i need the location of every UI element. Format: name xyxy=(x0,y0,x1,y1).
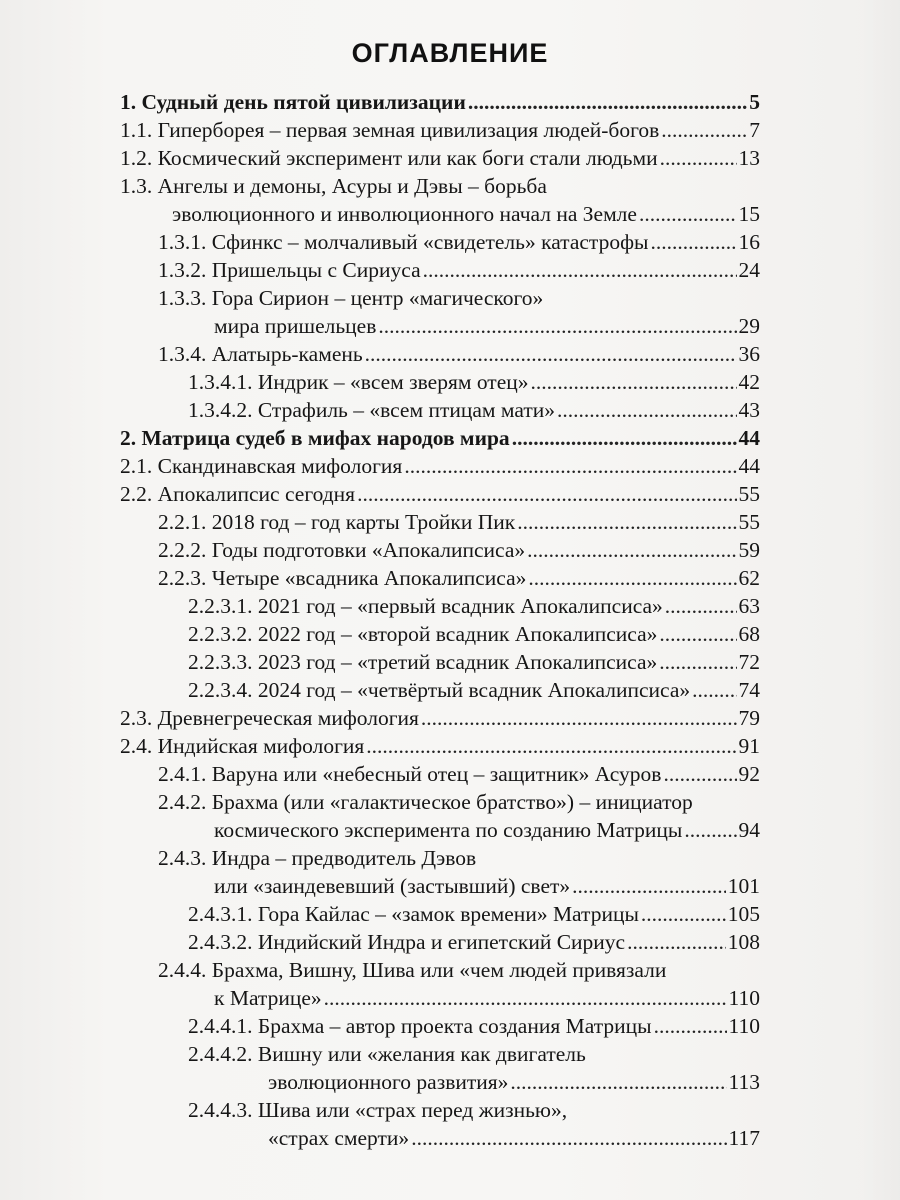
toc-page-number: 79 xyxy=(738,706,760,730)
dot-leader xyxy=(557,396,737,424)
dot-leader xyxy=(324,984,727,1012)
dot-leader xyxy=(411,1124,726,1152)
toc-entry-title: 2.4.3.1. Гора Кайлас – «замок времени» Матрицы xyxy=(188,902,639,926)
toc-entry-title: 2.1. Скандинавская мифология xyxy=(120,454,403,478)
dot-leader xyxy=(528,564,736,592)
toc-entry-line xyxy=(120,1040,760,1068)
toc-entry[interactable] xyxy=(120,508,760,536)
toc-entry-continuation xyxy=(120,984,760,1012)
toc-entry-title: 2.4.4. Брахма, Вишну, Шива или «чем людей привязали xyxy=(158,958,667,982)
toc-entry-title: 2.4.3.2. Индийский Индра и египетский Сириус xyxy=(188,930,626,954)
toc-entry-line xyxy=(120,928,760,956)
dot-leader xyxy=(692,676,736,704)
dot-leader xyxy=(366,732,736,760)
toc-entry-line xyxy=(120,480,760,508)
toc-entry-title: 1.3.2. Пришельцы с Сириуса xyxy=(158,258,421,282)
toc-entry-line xyxy=(120,88,760,116)
toc-page-number: 55 xyxy=(738,510,760,534)
toc-page-number: 113 xyxy=(728,1070,760,1094)
toc-entry[interactable] xyxy=(120,844,760,900)
toc-page-number: 5 xyxy=(749,90,760,114)
toc-page-number: 13 xyxy=(738,146,760,170)
toc-entry-line xyxy=(120,620,760,648)
toc-entry[interactable] xyxy=(120,704,760,732)
toc-entry[interactable] xyxy=(120,368,760,396)
toc-entry-title: 2.2. Апокалипсис сегодня xyxy=(120,482,356,506)
toc-entry-title: эволюционного и инволюционного начал на Земле xyxy=(172,202,637,226)
toc-page-number: 44 xyxy=(738,426,760,450)
toc-page-number: 108 xyxy=(727,930,760,954)
toc-entry-continuation xyxy=(120,816,760,844)
toc-entry[interactable] xyxy=(120,928,760,956)
toc-page-number: 117 xyxy=(728,1126,760,1150)
toc-entry[interactable] xyxy=(120,396,760,424)
toc-page-number: 92 xyxy=(738,762,760,786)
dot-leader xyxy=(650,228,736,256)
toc-page-number: 63 xyxy=(738,594,760,618)
toc-page-number: 16 xyxy=(738,230,760,254)
toc-entry[interactable] xyxy=(120,1012,760,1040)
toc-entry-title: «страх смерти» xyxy=(268,1126,410,1150)
toc-entry-title: 1.3.4.2. Страфиль – «всем птицам мати» xyxy=(188,398,555,422)
toc-entry-line xyxy=(120,844,760,872)
dot-leader xyxy=(527,536,736,564)
toc-entry-line xyxy=(120,536,760,564)
toc-entry-line xyxy=(120,760,760,788)
toc-entry-title: 2.4.1. Варуна или «небесный отец – защитник» Асуров xyxy=(158,762,662,786)
toc-entry-title: 2.2.3.1. 2021 год – «первый всадник Апокалипсиса» xyxy=(188,594,663,618)
toc-entry-title: 2.2.3.3. 2023 год – «третий всадник Апокалипсиса» xyxy=(188,650,658,674)
toc-entry-line xyxy=(120,1012,760,1040)
toc-entry-title: 2.2.2. Годы подготовки «Апокалипсиса» xyxy=(158,538,526,562)
toc-entry-title: эволюционного развития» xyxy=(268,1070,509,1094)
toc-entry-line xyxy=(120,732,760,760)
toc-entry-line xyxy=(120,676,760,704)
toc-entry-line xyxy=(120,648,760,676)
dot-leader xyxy=(572,872,726,900)
toc-entry[interactable] xyxy=(120,956,760,1012)
toc-entry-title: 1.3.3. Гора Сирион – центр «магического» xyxy=(158,286,544,310)
dot-leader xyxy=(378,312,736,340)
toc-entry[interactable] xyxy=(120,480,760,508)
toc-page-number: 91 xyxy=(738,734,760,758)
toc-page-number: 44 xyxy=(738,454,760,478)
toc-entry-line xyxy=(120,116,760,144)
dot-leader xyxy=(661,116,747,144)
toc-entry-line xyxy=(120,172,760,200)
toc-entry[interactable] xyxy=(120,1096,760,1152)
toc-entry[interactable] xyxy=(120,172,760,228)
dot-leader xyxy=(660,144,737,172)
toc-entry-title: 2. Матрица судеб в мифах народов мира xyxy=(120,426,510,450)
toc-entry-title: 1.3.1. Сфинкс – молчаливый «свидетель» катастрофы xyxy=(158,230,649,254)
toc-entry-line xyxy=(120,452,760,480)
toc-entry[interactable] xyxy=(120,732,760,760)
toc-entry-title: 1.2. Космический эксперимент или как боги стали людьми xyxy=(120,146,658,170)
toc-page-number: 74 xyxy=(738,678,760,702)
toc-entry-title: 1.3.4. Алатырь-камень xyxy=(158,342,363,366)
dot-leader xyxy=(531,368,737,396)
toc-entry-title: 2.2.3.4. 2024 год – «четвёртый всадник Апокалипсиса» xyxy=(188,678,691,702)
dot-leader xyxy=(421,704,737,732)
toc-entry[interactable] xyxy=(120,564,760,592)
toc-entry-title: к Матрице» xyxy=(214,986,322,1010)
dot-leader xyxy=(663,760,736,788)
toc-page-number: 15 xyxy=(738,202,760,226)
toc-page-number: 72 xyxy=(738,650,760,674)
dot-leader xyxy=(654,1012,727,1040)
toc-entry-line xyxy=(120,228,760,256)
dot-leader xyxy=(659,620,736,648)
toc-page-number: 94 xyxy=(738,818,760,842)
dot-leader xyxy=(468,88,747,116)
toc-entry-line xyxy=(120,704,760,732)
toc-entry[interactable] xyxy=(120,676,760,704)
toc-entry-line xyxy=(120,284,760,312)
toc-title: ОГЛАВЛЕНИЕ xyxy=(351,38,549,68)
toc-entry-title: 1.3.4.1. Индрик – «всем зверям отец» xyxy=(188,370,529,394)
toc-entry-title: 2.3. Древнегреческая мифология xyxy=(120,706,419,730)
toc-entry-continuation xyxy=(120,312,760,340)
dot-leader xyxy=(510,1068,726,1096)
toc-entry-title: 1.1. Гиперборея – первая земная цивилизация людей-богов xyxy=(120,118,660,142)
dot-leader xyxy=(639,200,737,228)
toc-entry-line xyxy=(120,788,760,816)
toc-entry-title: 2.2.3.2. 2022 год – «второй всадник Апокалипсиса» xyxy=(188,622,658,646)
toc-entry-continuation xyxy=(120,1124,760,1152)
toc-page-number: 110 xyxy=(728,1014,760,1038)
toc-entry-title: 2.4. Индийская мифология xyxy=(120,734,365,758)
toc-page-number: 62 xyxy=(738,566,760,590)
toc-entry-line xyxy=(120,144,760,172)
toc-entry[interactable] xyxy=(120,424,760,452)
dot-leader xyxy=(517,508,736,536)
toc-entry-title: 2.4.4.1. Брахма – автор проекта создания Матрицы xyxy=(188,1014,652,1038)
toc-entry-title: 2.2.3. Четыре «всадника Апокалипсиса» xyxy=(158,566,527,590)
toc-entry[interactable] xyxy=(120,648,760,676)
toc-page-number: 7 xyxy=(749,118,760,142)
toc-entry[interactable] xyxy=(120,340,760,368)
toc-entry-continuation xyxy=(120,200,760,228)
toc-entry[interactable] xyxy=(120,452,760,480)
toc-entry-title: 1.3. Ангелы и демоны, Асуры и Дэвы – борьба xyxy=(120,174,547,198)
table-of-contents xyxy=(120,88,760,1152)
dot-leader xyxy=(512,424,737,452)
toc-entry[interactable] xyxy=(120,620,760,648)
toc-page-number: 55 xyxy=(738,482,760,506)
toc-entry-title: мира пришельцев xyxy=(214,314,377,338)
toc-entry-continuation xyxy=(120,872,760,900)
dot-leader xyxy=(627,928,726,956)
toc-entry-line xyxy=(120,396,760,424)
toc-page-number: 36 xyxy=(738,342,760,366)
toc-page-number: 59 xyxy=(738,538,760,562)
toc-entry-line xyxy=(120,424,760,452)
toc-entry-title: 1. Судный день пятой цивилизации xyxy=(120,90,466,114)
toc-entry[interactable] xyxy=(120,256,760,284)
toc-page-number: 24 xyxy=(738,258,760,282)
toc-entry-line xyxy=(120,1096,760,1124)
toc-entry-title: 2.4.2. Брахма (или «галактическое братство») – инициатор xyxy=(158,790,693,814)
toc-entry-line xyxy=(120,256,760,284)
dot-leader xyxy=(404,452,736,480)
toc-entry[interactable] xyxy=(120,144,760,172)
toc-entry[interactable] xyxy=(120,536,760,564)
dot-leader xyxy=(423,256,737,284)
dot-leader xyxy=(684,816,736,844)
toc-page-number: 29 xyxy=(738,314,760,338)
toc-entry-line xyxy=(120,508,760,536)
toc-entry-line xyxy=(120,900,760,928)
dot-leader xyxy=(665,592,737,620)
toc-entry[interactable] xyxy=(120,592,760,620)
toc-entry-title: космического эксперимента по созданию Матрицы xyxy=(214,818,683,842)
toc-entry-line xyxy=(120,956,760,984)
toc-entry-line xyxy=(120,564,760,592)
toc-entry-line xyxy=(120,340,760,368)
toc-entry[interactable] xyxy=(120,1040,760,1096)
toc-entry[interactable] xyxy=(120,900,760,928)
toc-entry[interactable] xyxy=(120,788,760,844)
toc-entry-line xyxy=(120,592,760,620)
toc-page-number: 101 xyxy=(727,874,760,898)
toc-entry[interactable] xyxy=(120,88,760,116)
dot-leader xyxy=(641,900,726,928)
toc-entry-title: 2.4.3. Индра – предводитель Дэвов xyxy=(158,846,477,870)
toc-entry[interactable] xyxy=(120,284,760,340)
toc-page-number: 43 xyxy=(738,398,760,422)
dot-leader xyxy=(357,480,736,508)
toc-entry-title: или «заиндевевший (застывший) свет» xyxy=(214,874,571,898)
dot-leader xyxy=(365,340,737,368)
toc-page-number: 42 xyxy=(738,370,760,394)
toc-entry-line xyxy=(120,368,760,396)
toc-page-number: 105 xyxy=(727,902,760,926)
toc-entry[interactable] xyxy=(120,228,760,256)
toc-page-number: 110 xyxy=(728,986,760,1010)
toc-entry-title: 2.2.1. 2018 год – год карты Тройки Пик xyxy=(158,510,516,534)
toc-entry-title: 2.4.4.2. Вишну или «желания как двигатель xyxy=(188,1042,586,1066)
page-edge-shadow xyxy=(860,0,900,1200)
toc-entry-title: 2.4.4.3. Шива или «страх перед жизнью», xyxy=(188,1098,568,1122)
toc-entry[interactable] xyxy=(120,116,760,144)
toc-entry[interactable] xyxy=(120,760,760,788)
toc-entry-continuation xyxy=(120,1068,760,1096)
dot-leader xyxy=(659,648,736,676)
toc-page-number: 68 xyxy=(738,622,760,646)
